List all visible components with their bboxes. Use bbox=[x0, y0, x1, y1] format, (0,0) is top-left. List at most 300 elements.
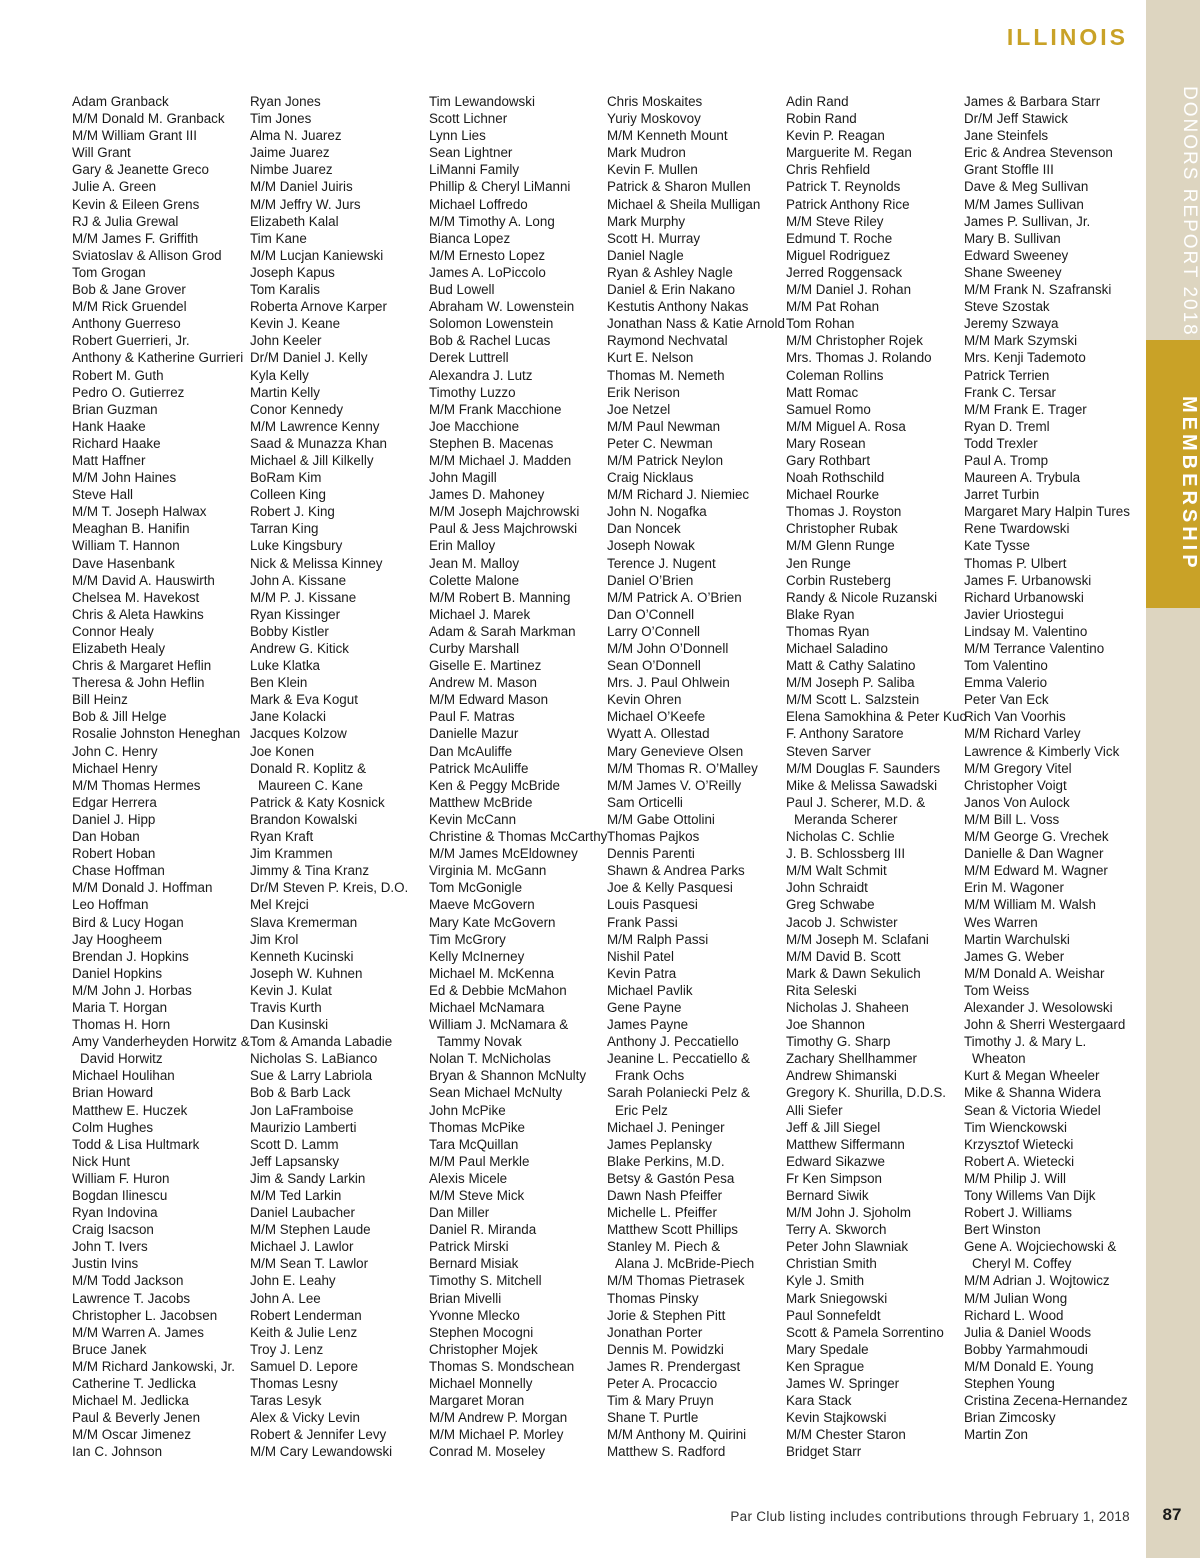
donor-name: Kevin & Eileen Grens bbox=[72, 196, 200, 212]
donor-name: Miguel Rodriguez bbox=[786, 247, 891, 263]
donor-name: Adin Rand bbox=[786, 94, 849, 109]
donor-name: Julia & Daniel Woods bbox=[964, 1324, 1092, 1340]
donor-name: M/M William Grant III bbox=[72, 128, 197, 144]
donor-name: M/M John Haines bbox=[72, 470, 177, 486]
donor-name: Meaghan B. Hanifin bbox=[72, 521, 190, 537]
donor-name: Robert Lenderman bbox=[250, 1307, 362, 1323]
donor-name: Ryan Jones bbox=[250, 94, 321, 109]
donor-column-1 bbox=[72, 93, 248, 1461]
donor-name: Maureen A. Trybula bbox=[964, 470, 1081, 486]
donor-name: Jeremy Szwaya bbox=[964, 316, 1059, 332]
donor-name: J. B. Schlossberg III bbox=[786, 846, 906, 862]
donor-name: Elena Samokhina & Peter Kuo bbox=[786, 709, 967, 725]
donor-name: Michael Saladino bbox=[786, 641, 888, 656]
donor-name: Nimbe Juarez bbox=[250, 162, 333, 178]
donor-name: John Magill bbox=[429, 470, 497, 486]
donor-name: M/M Jeffry W. Jurs bbox=[250, 196, 361, 212]
donor-name: Mike & Shanna Widera bbox=[964, 1085, 1101, 1101]
donor-name: Edward Sikazwe bbox=[786, 1153, 885, 1169]
donor-name: Dan Miller bbox=[429, 1205, 490, 1221]
donor-name: Dr/M Jeff Stawick bbox=[964, 111, 1068, 127]
donor-name: M/M Donald M. Granback bbox=[72, 111, 225, 127]
donor-name: Bob & Rachel Lucas bbox=[429, 333, 551, 349]
donor-name: Peter John Slawniak bbox=[786, 1239, 909, 1255]
donor-name: M/M Philip J. Will bbox=[964, 1170, 1066, 1186]
donor-name: Nolan T. McNicholas bbox=[429, 1051, 551, 1067]
donor-name: Christian Smith bbox=[786, 1256, 877, 1272]
donor-name: Alex & Vicky Levin bbox=[250, 1410, 360, 1426]
donor-name: Keith & Julie Lenz bbox=[250, 1324, 358, 1340]
donor-name: Derek Luttrell bbox=[429, 350, 509, 366]
donor-name: Stephen B. Macenas bbox=[429, 435, 554, 451]
donor-name: Kestutis Anthony Nakas bbox=[607, 299, 749, 315]
donor-name: M/M Mark Szymski bbox=[964, 333, 1078, 349]
donor-name: LiManni Family bbox=[429, 162, 520, 178]
donor-name: Bryan & Shannon McNulty bbox=[429, 1068, 587, 1084]
donor-name: Conrad M. Moseley bbox=[429, 1444, 546, 1460]
donor-name: John & Sherri Westergaard bbox=[964, 1017, 1126, 1033]
donor-name: Scott & Pamela Sorrentino bbox=[786, 1324, 944, 1340]
donor-name: John A. Lee bbox=[250, 1290, 321, 1306]
donor-name: John A. Kissane bbox=[250, 572, 347, 588]
donor-name: Dan O’Connell bbox=[607, 606, 695, 622]
donor-name: Christopher Voigt bbox=[964, 777, 1067, 793]
donor-name: James F. Urbanowski bbox=[964, 572, 1092, 588]
donor-name: Mark & Dawn Sekulich bbox=[786, 965, 921, 981]
donor-name: Timothy S. Mitchell bbox=[429, 1273, 542, 1289]
donor-name: Kevin J. Kulat bbox=[250, 982, 332, 998]
section-tab bbox=[1146, 340, 1200, 608]
donor-name: Adam Granback bbox=[72, 94, 169, 109]
donor-name: Taras Lesyk bbox=[250, 1393, 322, 1409]
donor-name: Dr/M Daniel J. Kelly bbox=[250, 350, 368, 366]
donor-name: Joseph Kapus bbox=[250, 264, 335, 280]
donor-name: Gary & Jeanette Greco bbox=[72, 162, 209, 178]
donor-name: Andrew Shimanski bbox=[786, 1068, 897, 1084]
donor-name: Kevin Patra bbox=[607, 965, 677, 981]
donor-name: Matthew S. Radford bbox=[607, 1444, 726, 1460]
donor-name: Peter C. Newman bbox=[607, 435, 713, 451]
donor-name: Frank Passi bbox=[607, 914, 678, 930]
donor-name: Bird & Lucy Hogan bbox=[72, 914, 184, 930]
donor-name: Steve Szostak bbox=[964, 299, 1050, 315]
donor-name: Bogdan Ilinescu bbox=[72, 1188, 168, 1203]
donor-name: Michael & Sheila Mulligan bbox=[607, 196, 761, 212]
donor-name: Maureen C. Kane bbox=[258, 777, 363, 793]
donor-name: M/M James F. Griffith bbox=[72, 230, 199, 246]
donor-name: Adam & Sarah Markman bbox=[429, 623, 576, 639]
donor-name: M/M Joseph Majchrowski bbox=[429, 504, 580, 520]
donor-name: M/M Donald J. Hoffman bbox=[72, 880, 213, 896]
donor-name: M/M Thomas Hermes bbox=[72, 777, 201, 793]
donor-name: BoRam Kim bbox=[250, 470, 322, 486]
donor-name: Matthew Siffermann bbox=[786, 1136, 905, 1152]
donor-name: Robert Guerrieri, Jr. bbox=[72, 333, 190, 349]
donor-name: Jonathan Nass & Katie Arnold bbox=[607, 316, 785, 332]
donor-name: Jean M. Malloy bbox=[429, 555, 520, 571]
donor-name: Sue & Larry Labriola bbox=[250, 1068, 373, 1084]
donor-name: M/M Thomas R. O’Malley bbox=[607, 760, 758, 776]
donor-name: M/M Christopher Rojek bbox=[786, 333, 923, 349]
donor-name: Thomas S. Mondschean bbox=[429, 1358, 575, 1374]
donor-column-5 bbox=[786, 93, 967, 1461]
donor-name: Slava Kremerman bbox=[250, 914, 358, 930]
donor-name: Hank Haake bbox=[72, 418, 146, 434]
donor-name: Mark Sniegowski bbox=[786, 1290, 888, 1306]
donor-name: James Peplansky bbox=[607, 1136, 712, 1152]
donor-name: Mrs. J. Paul Ohlwein bbox=[607, 675, 730, 691]
donor-name: Tara McQuillan bbox=[429, 1136, 519, 1152]
donor-name: Coleman Rollins bbox=[786, 367, 884, 383]
donor-name: Tom Karalis bbox=[250, 282, 320, 298]
report-title: DONORS REPORT 2018 bbox=[1179, 85, 1200, 337]
donor-name: Tim & Mary Pruyn bbox=[607, 1393, 714, 1409]
donor-name: M/M David A. Hauswirth bbox=[72, 572, 215, 588]
donor-name: M/M Andrew P. Morgan bbox=[429, 1410, 568, 1426]
donor-name: M/M Warren A. James bbox=[72, 1324, 204, 1340]
donor-name: Jon LaFramboise bbox=[250, 1102, 354, 1118]
donor-name: Chelsea M. Havekost bbox=[72, 589, 200, 605]
donor-name: M/M Cary Lewandowski bbox=[250, 1444, 393, 1460]
donor-name: Lindsay M. Valentino bbox=[964, 623, 1088, 639]
donor-name: Daniel O’Brien bbox=[607, 572, 694, 588]
donor-name: Robert A. Wietecki bbox=[964, 1153, 1075, 1169]
donor-name: James Payne bbox=[607, 1017, 689, 1033]
donor-name: Matt Haffner bbox=[72, 452, 146, 468]
donor-name: James P. Sullivan, Jr. bbox=[964, 213, 1091, 229]
donor-name: Ken Sprague bbox=[786, 1358, 865, 1374]
donor-name: Luke Klatka bbox=[250, 658, 320, 674]
donor-name: Paul F. Matras bbox=[429, 709, 515, 725]
donor-name: M/M Bill L. Voss bbox=[964, 811, 1060, 827]
donor-name: Shane Sweeney bbox=[964, 264, 1062, 280]
donor-name: Lynn Lies bbox=[429, 128, 486, 144]
donor-name: Kevin Stajkowski bbox=[786, 1410, 887, 1426]
donor-name: Erin Malloy bbox=[429, 538, 496, 554]
donor-name: M/M Robert B. Manning bbox=[429, 589, 571, 605]
donor-name: Bruce Janek bbox=[72, 1341, 147, 1357]
donor-name: Grant Stoffle III bbox=[964, 162, 1054, 178]
donor-name: Alexandra J. Lutz bbox=[429, 367, 533, 383]
donor-name: Michael O’Keefe bbox=[607, 709, 706, 725]
donor-name: M/M Timothy A. Long bbox=[429, 213, 555, 229]
donor-name: Joe Shannon bbox=[786, 1017, 865, 1033]
donor-name: M/M Frank N. Szafranski bbox=[964, 282, 1112, 298]
donor-name: Jimmy & Tina Kranz bbox=[250, 863, 370, 879]
donor-name: Todd Trexler bbox=[964, 435, 1038, 451]
donor-name: Jonathan Porter bbox=[607, 1324, 703, 1340]
donor-column-6 bbox=[964, 93, 1140, 1443]
donor-name: Michael M. Jedlicka bbox=[72, 1393, 189, 1409]
donor-name: Bill Heinz bbox=[72, 692, 128, 708]
donor-name: Bernard Siwik bbox=[786, 1188, 869, 1203]
donor-name: Louis Pasquesi bbox=[607, 897, 698, 913]
donor-name: Troy J. Lenz bbox=[250, 1341, 324, 1357]
donor-name: Alli Siefer bbox=[786, 1102, 843, 1118]
donor-name: Bobby Yarmahmoudi bbox=[964, 1341, 1088, 1357]
donor-name: Tom Valentino bbox=[964, 658, 1048, 674]
donor-name: Fr Ken Simpson bbox=[786, 1170, 883, 1186]
donor-name: Danielle & Dan Wagner bbox=[964, 846, 1104, 862]
donor-name: Bianca Lopez bbox=[429, 230, 511, 246]
donor-name: Virginia M. McGann bbox=[429, 863, 547, 879]
donor-name: M/M Lucjan Kaniewski bbox=[250, 247, 384, 263]
donor-name: Meranda Scherer bbox=[794, 811, 898, 827]
donor-name: Craig Isacson bbox=[72, 1222, 154, 1238]
donor-name: Jim & Sandy Larkin bbox=[250, 1170, 366, 1186]
donor-name: Joseph W. Kuhnen bbox=[250, 965, 363, 981]
donor-name: Patrick McAuliffe bbox=[429, 760, 529, 776]
donor-name: Chris & Margaret Heflin bbox=[72, 658, 212, 674]
donor-name: M/M Gregory Vitel bbox=[964, 760, 1072, 776]
donor-name: Jeff & Jill Siegel bbox=[786, 1119, 881, 1135]
donor-name: Tom McGonigle bbox=[429, 880, 523, 896]
donor-name: Anthony J. Peccatiello bbox=[607, 1034, 739, 1050]
donor-name: M/M John J. Sjoholm bbox=[786, 1205, 912, 1221]
donor-name: Matthew Scott Phillips bbox=[607, 1222, 738, 1238]
donor-name: Gene A. Wojciechowski & bbox=[964, 1239, 1117, 1255]
donor-name: Christopher Rubak bbox=[786, 521, 898, 537]
donor-name: Mrs. Thomas J. Rolando bbox=[786, 350, 932, 366]
donor-name: Ken & Peggy McBride bbox=[429, 777, 560, 793]
donor-name: M/M P. J. Kissane bbox=[250, 589, 357, 605]
donor-name: John Schraidt bbox=[786, 880, 868, 896]
donor-name: Catherine T. Jedlicka bbox=[72, 1376, 197, 1392]
donor-name: M/M Edward Mason bbox=[429, 692, 549, 708]
donor-name: Dan Kusinski bbox=[250, 1017, 329, 1033]
donor-name: Jerred Roggensack bbox=[786, 264, 903, 280]
donor-name: Paul A. Tromp bbox=[964, 452, 1049, 468]
donor-name: Kenneth Kucinski bbox=[250, 948, 354, 964]
donor-column-2 bbox=[250, 93, 426, 1461]
donor-name: Frank C. Tersar bbox=[964, 384, 1057, 400]
donor-name: Kevin P. Reagan bbox=[786, 128, 885, 144]
donor-name: M/M Walt Schmit bbox=[786, 863, 887, 879]
donor-name: Nick Hunt bbox=[72, 1153, 131, 1169]
donor-name: Wyatt A. Ollestad bbox=[607, 726, 710, 742]
donor-name: Mike & Melissa Sawadski bbox=[786, 777, 938, 793]
donor-name: Tammy Novak bbox=[437, 1034, 522, 1050]
donor-name: Michael Monnelly bbox=[429, 1376, 533, 1392]
donor-name: Bob & Jane Grover bbox=[72, 282, 186, 298]
donor-name: M/M Thomas Pietrasek bbox=[607, 1273, 745, 1289]
donor-name: Daniel Hopkins bbox=[72, 965, 163, 981]
donor-name: Joe & Kelly Pasquesi bbox=[607, 880, 733, 896]
donor-name: Terence J. Nugent bbox=[607, 555, 716, 571]
donor-name: Brian Mivelli bbox=[429, 1290, 502, 1306]
donor-name: John T. Ivers bbox=[72, 1239, 148, 1255]
donor-name: M/M Lawrence Kenny bbox=[250, 418, 380, 434]
donor-name: M/M Gabe Ottolini bbox=[607, 811, 715, 827]
donor-name: Matt Romac bbox=[786, 384, 859, 400]
donor-name: M/M Julian Wong bbox=[964, 1290, 1068, 1306]
donor-name: John E. Leahy bbox=[250, 1273, 336, 1289]
donor-name: John N. Nogafka bbox=[607, 504, 707, 520]
donor-name: M/M Rick Gruendel bbox=[72, 299, 187, 315]
donor-name: Mary Rosean bbox=[786, 435, 866, 451]
donor-name: Michael J. Marek bbox=[429, 606, 531, 622]
donor-name: Brian Zimcosky bbox=[964, 1410, 1056, 1426]
donor-name: M/M Michael P. Morley bbox=[429, 1427, 564, 1443]
donor-name: M/M George G. Vrechek bbox=[964, 829, 1109, 845]
donor-name: Bridget Starr bbox=[786, 1444, 862, 1460]
donor-name: M/M Ralph Passi bbox=[607, 931, 709, 947]
donor-name: M/M Richard Varley bbox=[964, 726, 1081, 742]
donor-name: Kelly McInerney bbox=[429, 948, 525, 964]
donor-name: Richard Urbanowski bbox=[964, 589, 1084, 605]
page-number: 87 bbox=[1162, 1505, 1182, 1524]
donor-name: James A. LoPiccolo bbox=[429, 264, 546, 280]
donor-name: Daniel J. Hipp bbox=[72, 811, 156, 827]
donor-name: M/M Edward M. Wagner bbox=[964, 863, 1108, 879]
donor-name: Rosalie Johnston Heneghan bbox=[72, 726, 241, 742]
donor-column-4 bbox=[607, 93, 783, 1461]
donor-name: M/M Terrance Valentino bbox=[964, 641, 1105, 656]
donor-name: Yvonne Mlecko bbox=[429, 1307, 520, 1323]
donor-name: Maurizio Lamberti bbox=[250, 1119, 357, 1135]
donor-name: Robert J. King bbox=[250, 504, 335, 520]
donor-name: M/M Anthony M. Quirini bbox=[607, 1427, 747, 1443]
donor-name: Bobby Kistler bbox=[250, 623, 329, 639]
donor-name: Andrew G. Kitick bbox=[250, 641, 349, 656]
donor-name: Alexander J. Wesolowski bbox=[964, 999, 1113, 1015]
donor-name: Scott Lichner bbox=[429, 111, 508, 127]
donor-name: James W. Springer bbox=[786, 1376, 900, 1392]
donor-name: Chris Moskaites bbox=[607, 94, 703, 109]
donor-name: M/M Daniel J. Rohan bbox=[786, 282, 912, 298]
donor-name: Steven Sarver bbox=[786, 743, 871, 759]
donor-name: Paul J. Scherer, M.D. & bbox=[786, 794, 926, 810]
donor-name: Kara Stack bbox=[786, 1393, 852, 1409]
donor-name: Thomas M. Nemeth bbox=[607, 367, 725, 383]
donor-name: Robert M. Guth bbox=[72, 367, 164, 383]
donor-name: Tom Grogan bbox=[72, 264, 146, 280]
donor-name: Jay Hoogheem bbox=[72, 931, 163, 947]
donor-name: Chase Hoffman bbox=[72, 863, 165, 879]
donor-name: Rene Twardowski bbox=[964, 521, 1070, 537]
donor-name: Shane T. Purtle bbox=[607, 1410, 699, 1426]
donor-name: Daniel R. Miranda bbox=[429, 1222, 537, 1238]
donor-name: Ben Klein bbox=[250, 675, 308, 691]
donor-name: Nicholas C. Schlie bbox=[786, 829, 895, 845]
donor-name: Peter Van Eck bbox=[964, 692, 1049, 708]
donor-name: Stanley M. Piech & bbox=[607, 1239, 721, 1255]
donor-name: M/M Patrick A. O’Brien bbox=[607, 589, 742, 605]
footer-note: Par Club listing includes contributions through February 1, 2018 bbox=[730, 1509, 1130, 1524]
donor-name: Stephen Young bbox=[964, 1376, 1055, 1392]
donor-name: Betsy & Gastón Pesa bbox=[607, 1170, 735, 1186]
donor-name: Ed & Debbie McMahon bbox=[429, 982, 567, 998]
donor-name: Zachary Shellhammer bbox=[786, 1051, 917, 1067]
donor-name: Patrick T. Reynolds bbox=[786, 179, 901, 195]
donor-name: Brandon Kowalski bbox=[250, 811, 358, 827]
donor-name: Thomas McPike bbox=[429, 1119, 525, 1135]
donor-name: Stephen Mocogni bbox=[429, 1324, 534, 1340]
donor-name: Jen Runge bbox=[786, 555, 851, 571]
donor-name: Edgar Herrera bbox=[72, 794, 157, 810]
donor-name: Tim Lewandowski bbox=[429, 94, 535, 109]
donor-name: Connor Healy bbox=[72, 623, 154, 639]
donor-name: Martin Zon bbox=[964, 1427, 1028, 1443]
donor-name: M/M Douglas F. Saunders bbox=[786, 760, 941, 776]
donor-name: Wes Warren bbox=[964, 914, 1038, 930]
side-strip bbox=[1146, 0, 1200, 1558]
donor-name: Ryan D. Treml bbox=[964, 418, 1050, 434]
donor-name: Colm Hughes bbox=[72, 1119, 154, 1135]
donor-name: M/M Paul Merkle bbox=[429, 1153, 530, 1169]
donor-name: Patrick & Katy Kosnick bbox=[250, 794, 385, 810]
donor-name: Tom Weiss bbox=[964, 982, 1030, 998]
donor-name: M/M Richard Jankowski, Jr. bbox=[72, 1358, 235, 1374]
donor-name: Richard L. Wood bbox=[964, 1307, 1064, 1323]
donor-name: Jeanine L. Peccatiello & bbox=[607, 1051, 750, 1067]
donor-name: Julie A. Green bbox=[72, 179, 157, 195]
donor-name: Mary Kate McGovern bbox=[429, 914, 556, 930]
donor-name: M/M James V. O’Reilly bbox=[607, 777, 742, 793]
donor-name: Solomon Lowenstein bbox=[429, 316, 554, 332]
donor-name: Michael Rourke bbox=[786, 487, 880, 503]
donor-name: M/M Donald E. Young bbox=[964, 1358, 1094, 1374]
donor-name: Dan McAuliffe bbox=[429, 743, 513, 759]
donor-name: Christopher L. Jacobsen bbox=[72, 1307, 218, 1323]
donor-name: Andrew M. Mason bbox=[429, 675, 537, 691]
donor-name: Blake Ryan bbox=[786, 606, 855, 622]
donor-name: Dave & Meg Sullivan bbox=[964, 179, 1089, 195]
donor-name: M/M Frank E. Trager bbox=[964, 401, 1087, 417]
donor-name: Elizabeth Healy bbox=[72, 641, 166, 656]
donor-name: Paul & Jess Majchrowski bbox=[429, 521, 578, 537]
donor-name: Erik Nerison bbox=[607, 384, 680, 400]
donor-name: Kyla Kelly bbox=[250, 367, 309, 383]
donor-name: Margaret Mary Halpin Tures bbox=[964, 504, 1130, 520]
donor-name: M/M David B. Scott bbox=[786, 948, 901, 964]
donor-name: Greg Schwabe bbox=[786, 897, 875, 913]
donor-name: Larry O’Connell bbox=[607, 623, 701, 639]
donor-name: Robert & Jennifer Levy bbox=[250, 1427, 387, 1443]
donor-name: Steve Hall bbox=[72, 487, 134, 503]
donor-name: John C. Henry bbox=[72, 743, 158, 759]
donor-name: Michael Henry bbox=[72, 760, 158, 776]
donor-name: Marguerite M. Regan bbox=[786, 145, 912, 161]
donor-name: Timothy J. & Mary L. bbox=[964, 1034, 1087, 1050]
donor-name: John McPike bbox=[429, 1102, 506, 1118]
donor-name: Robert J. Williams bbox=[964, 1205, 1072, 1221]
donor-name: Mary Genevieve Olsen bbox=[607, 743, 744, 759]
donor-name: Michael McNamara bbox=[429, 999, 545, 1015]
donor-name: Patrick & Sharon Mullen bbox=[607, 179, 751, 195]
donor-name: Daniel & Erin Nakano bbox=[607, 282, 736, 298]
donor-name: Sean Lightner bbox=[429, 145, 513, 161]
donor-name: Martin Warchulski bbox=[964, 931, 1070, 947]
donor-name: Danielle Mazur bbox=[429, 726, 519, 742]
donor-name: Gary Rothbart bbox=[786, 452, 871, 468]
donor-name: Jane Kolacki bbox=[250, 709, 326, 725]
donor-name: Jorie & Stephen Pitt bbox=[607, 1307, 726, 1323]
donor-name: Daniel Nagle bbox=[607, 247, 684, 263]
donor-name: James R. Prendergast bbox=[607, 1358, 741, 1374]
donor-name: Gene Payne bbox=[607, 999, 682, 1015]
state-title: ILLINOIS bbox=[1006, 24, 1128, 50]
donor-name: Rita Seleski bbox=[786, 982, 857, 998]
donor-name: Thomas P. Ulbert bbox=[964, 555, 1067, 571]
donor-name: John Keeler bbox=[250, 333, 322, 349]
donor-name: Sean & Victoria Wiedel bbox=[964, 1102, 1101, 1118]
donor-name: James D. Mahoney bbox=[429, 487, 545, 503]
donor-name: M/M James McEldowney bbox=[429, 846, 578, 862]
donor-name: M/M Ted Larkin bbox=[250, 1188, 342, 1203]
donor-name: M/M Todd Jackson bbox=[72, 1273, 184, 1289]
donor-name: Timothy G. Sharp bbox=[786, 1034, 891, 1050]
